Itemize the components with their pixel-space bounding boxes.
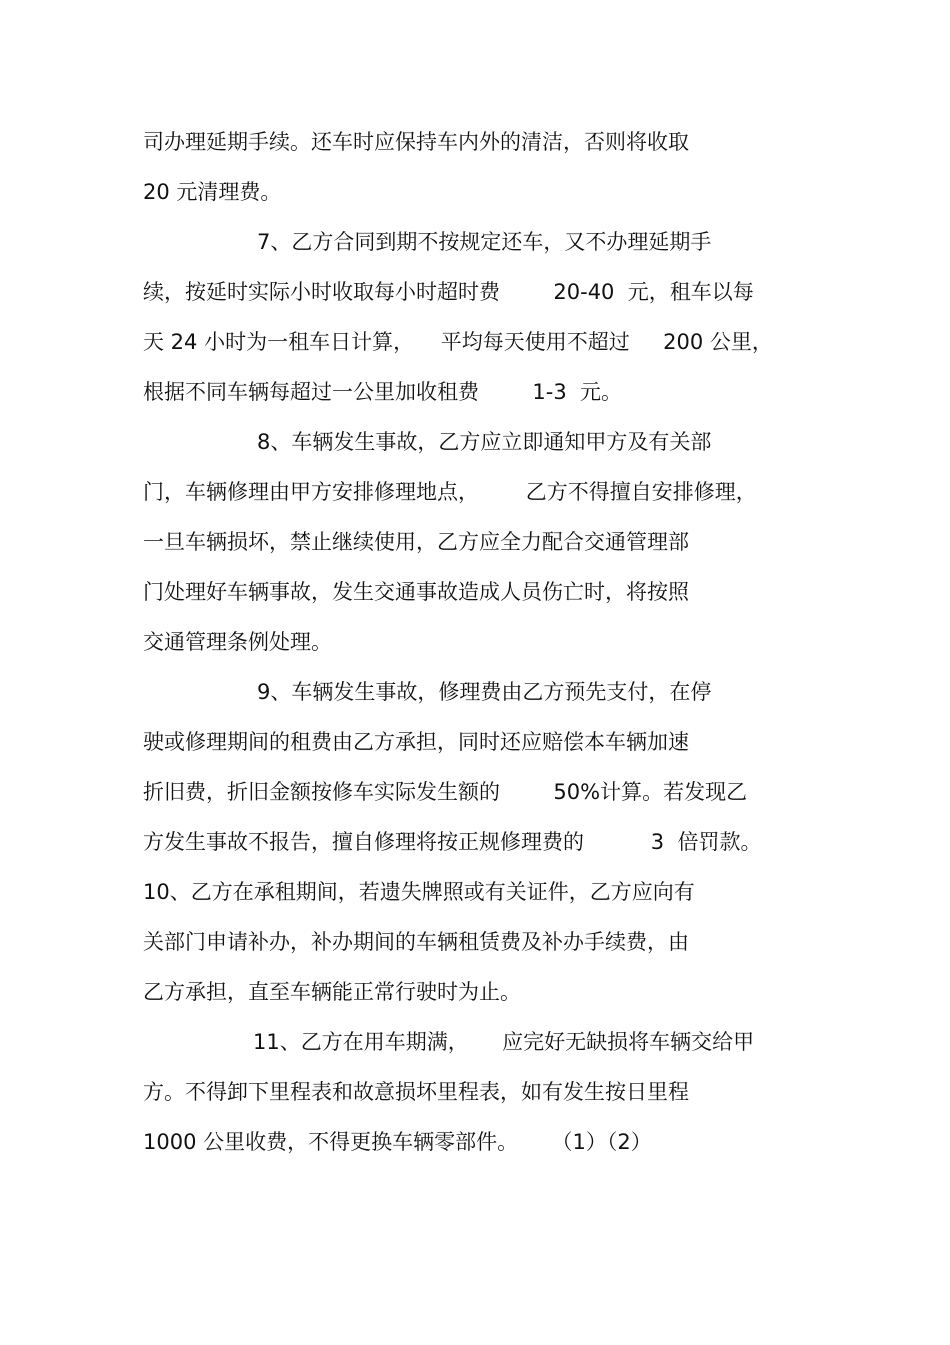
- text-line: 方。不得卸下里程表和故意损坏里程表，如有发生按日里程: [143, 1080, 689, 1104]
- text-line: 9、车辆发生事故，修理费由乙方预先支付，在停: [257, 680, 712, 704]
- text-line: 11、乙方在用车期满， 应完好无缺损将车辆交给甲: [253, 1030, 755, 1054]
- text-line: 20 元清理费。: [143, 180, 282, 204]
- text-line: 7、乙方合同到期不按规定还车，又不办理延期手: [257, 230, 712, 254]
- text-line: 折旧费，折旧金额按修车实际发生额的 50%计算。若发现乙: [143, 780, 748, 804]
- text-line: 司办理延期手续。还车时应保持车内外的清洁，否则将收取: [143, 130, 689, 154]
- text-line: 续，按延时实际小时收取每小时超时费 20-40 元，租车以每: [143, 280, 754, 304]
- text-line: 门，车辆修理由甲方安排修理地点， 乙方不得擅自安排修理，: [143, 480, 757, 504]
- text-line: 乙方承担，直至车辆能正常行驶时为止。: [143, 980, 521, 1004]
- text-line: 天 24 小时为一租车日计算， 平均每天使用不超过 200 公里，: [143, 330, 773, 354]
- text-line: 交通管理条例处理。: [143, 630, 332, 654]
- text-line: 根据不同车辆每超过一公里加收租费 1-3 元。: [143, 380, 623, 404]
- text-line: 一旦车辆损坏，禁止继续使用，乙方应全力配合交通管理部: [143, 530, 689, 554]
- text-line: 10、乙方在承租期间，若遗失牌照或有关证件，乙方应向有: [143, 880, 695, 904]
- text-line: 关部门申请补办，补办期间的车辆租赁费及补办手续费，由: [143, 930, 689, 954]
- text-line: 驶或修理期间的租费由乙方承担，同时还应赔偿本车辆加速: [143, 730, 689, 754]
- text-line: 方发生事故不报告，擅自修理将按正规修理费的 3 倍罚款。: [143, 830, 762, 854]
- text-line: 门处理好车辆事故，发生交通事故造成人员伤亡时，将按照: [143, 580, 689, 604]
- text-line: 8、车辆发生事故，乙方应立即通知甲方及有关部: [257, 430, 712, 454]
- text-line: 1000 公里收费，不得更换车辆零部件。 （1）（2）: [143, 1130, 652, 1154]
